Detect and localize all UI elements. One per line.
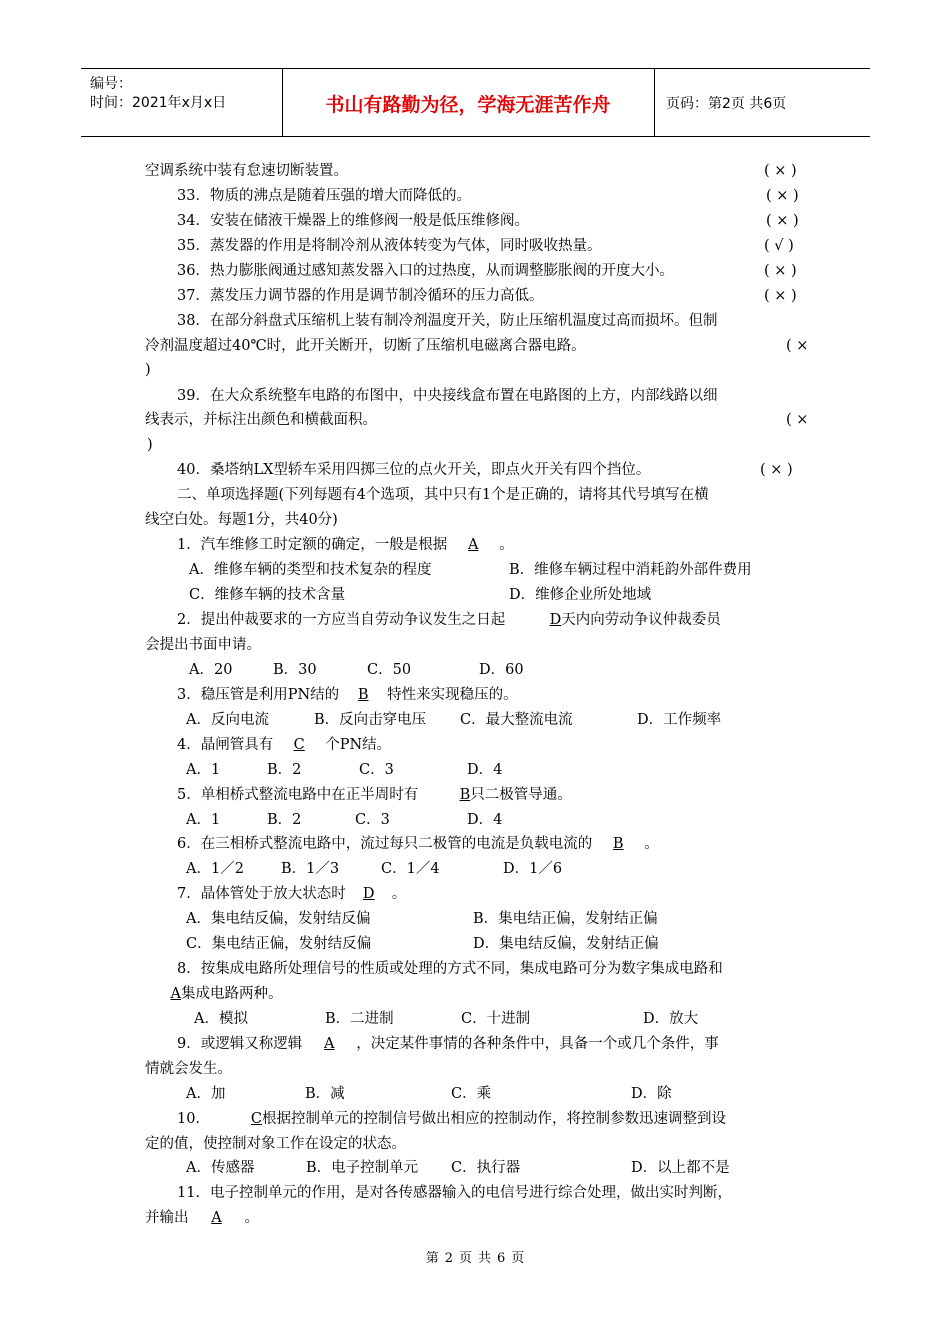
option: D．4 [467,812,503,828]
option: A．模拟 [194,1011,248,1027]
option: D．工作频率 [637,712,722,728]
judgment-mark: ( × [786,412,809,428]
option: D．60 [479,662,524,678]
judgment-item: 33．物质的沸点是随着压强的增大而降低的。 [177,188,471,204]
header-page-info: 页码：第2页 共6页 [666,96,787,112]
question-stem: 4．晶闸管具有 C 个PN结。 [177,737,392,753]
answer-blank: C [250,1111,262,1127]
option: C．执行器 [451,1160,521,1176]
answer-blank: B [357,687,369,703]
answer-blank: B [612,836,624,852]
judgment-item-cont: 线表示，并标注出颜色和横截面积。 [145,412,377,428]
question-stem: 8．按集成电路所处理信号的性质或处理的方式不同，集成电路可分为数字集成电路和 [177,961,723,977]
question-stem: 5．单相桥式整流电路中在正半周时有 B只二极管导通。 [177,787,572,803]
option: B．电子控制单元 [306,1160,419,1176]
question-stem-cont: A集成电路两种。 [145,984,283,1004]
answer-blank: D [362,886,375,902]
page-total: 6 [497,1251,506,1266]
judgment-mark: ( × [786,338,809,354]
option: A．维修车辆的类型和技术复杂的程度 [189,562,432,578]
option: C．50 [367,662,412,678]
judgment-mark: ( × ) [766,213,799,229]
option: D．以上都不是 [631,1160,730,1176]
number-label: 编号： [90,76,132,92]
option: D．放大 [643,1011,699,1027]
option: B．2 [267,812,302,828]
header-left [90,75,226,113]
option: C．3 [355,812,390,828]
answer-blank: A [467,537,479,553]
option: D．集电结反偏，发射结正偏 [473,936,659,952]
option: C．最大整流电流 [460,712,573,728]
option: B．集电结正偏，发射结正偏 [473,911,658,927]
question-stem: 1．汽车维修工时定额的确定，一般是根据 A 。 [177,537,514,553]
option: B．维修车辆过程中消耗韵外部件费用 [509,562,752,578]
answer-blank: B [459,787,471,803]
option: C．维修车辆的技术含量 [189,587,346,603]
question-stem-cont: 并输出 A 。 [145,1210,259,1226]
option: B．30 [273,662,317,678]
judgment-item: 36．热力膨胀阀通过感知蒸发器入口的过热度，从而调整膨胀阀的开度大小。 [177,263,674,279]
judgment-mark: ) [145,362,151,378]
answer-blank: A [170,986,181,1002]
option: C．乘 [451,1086,492,1102]
header-divider [654,69,655,136]
judgment-mark: ( × ) [764,163,797,179]
judgment-item: 39．在大众系统整车电路的布图中，中央接线盒布置在电路图的上方，内部线路以细 [177,388,718,404]
judgment-mark: ( × ) [760,462,793,478]
judgment-item: 38．在部分斜盘式压缩机上装有制冷剂温度开关，防止压缩机温度过高而损坏。但制 [177,313,718,329]
option: D．除 [631,1086,672,1102]
judgment-item: 40．桑塔纳LX型轿车采用四掷三位的点火开关，即点火开关有四个挡位。 [177,462,651,478]
question-stem: 6．在三相桥式整流电路中，流过每只二极管的电流是负载电流的 B 。 [177,836,659,852]
option: D．4 [467,762,503,778]
answer-blank: C [293,737,305,753]
answer-blank: D [549,612,562,628]
judgment-item: 35．蒸发器的作用是将制冷剂从液体转变为气体，同时吸收热量。 [177,238,602,254]
question-stem-cont: 情就会发生。 [145,1061,232,1077]
question-stem-cont: 会提出书面申请。 [145,637,261,653]
option: C．1／4 [381,861,440,877]
option: B．1／3 [281,861,340,877]
option: B．减 [305,1086,345,1102]
page-number: 2 [444,1251,453,1266]
judgment-item: 37．蒸发压力调节器的作用是调节制冷循环的压力高低。 [177,288,544,304]
question-stem: 10． C根据控制单元的控制信号做出相应的控制动作，将控制参数迅速调整到设 [177,1111,726,1127]
option: C．3 [359,762,394,778]
question-stem: 7．晶体管处于放大状态时 D 。 [177,886,407,902]
judgment-mark: ( × ) [766,188,799,204]
judgment-item-cont: 冷剂温度超过40℃时，此开关断开，切断了压缩机电磁离合器电路。 [145,338,586,354]
question-stem: 3．稳压管是利用PN结的 B 特性来实现稳压的。 [177,687,518,703]
time-label: 时间：2021年x月x日 [90,95,227,111]
section-heading: 二、单项选择题(下列每题有4个选项，其中只有1个是正确的，请将其代号填写在横 [177,487,709,503]
option: B．二进制 [325,1011,394,1027]
option: A．1 [186,812,221,828]
page-header [81,68,870,137]
option: A．集电结反偏，发射结反偏 [186,911,371,927]
judgment-item: 空调系统中装有怠速切断装置。 [145,163,348,179]
option: A．传感器 [186,1160,255,1176]
option: B．2 [267,762,302,778]
option: D．1／6 [503,861,563,877]
question-stem-cont: 定的值，使控制对象工作在设定的状态。 [145,1136,406,1152]
answer-blank: A [211,1210,222,1226]
option: A．反向电流 [186,712,269,728]
judgment-mark: ( × ) [764,288,797,304]
judgment-mark: ( √ ) [764,238,794,254]
header-motto: 书山有路勤为径，学海无涯苦作舟 [325,94,611,116]
option: A．1 [186,762,221,778]
option: A．1／2 [186,861,244,877]
judgment-item: 34．安装在储液干燥器上的维修阀一般是低压维修阀。 [177,213,529,229]
option: B．反向击穿电压 [314,712,427,728]
question-stem: 2．提出仲裁要求的一方应当自劳动争议发生之日起 D天内向劳动争议仲裁委员 [177,612,721,628]
judgment-mark: ( × ) [764,263,797,279]
option: C．集电结正偏，发射结反偏 [186,936,372,952]
page-footer: 第 2 页 共 6 页 [425,1251,525,1266]
option: D．维修企业所处地域 [509,587,652,603]
judgment-mark: ) [147,437,153,453]
option: A．20 [189,662,233,678]
option: A．加 [186,1086,226,1102]
answer-blank: A [323,1036,335,1052]
question-stem: 9．或逻辑又称逻辑 A ，决定某件事情的各种条件中，具备一个或几个条件，事 [177,1036,719,1052]
question-stem: 11．电子控制单元的作用，是对各传感器输入的电信号进行综合处理，做出实时判断， [177,1185,732,1201]
section-heading-cont: 线空白处。每题1分，共40分) [145,512,338,528]
option: C．十进制 [461,1011,531,1027]
